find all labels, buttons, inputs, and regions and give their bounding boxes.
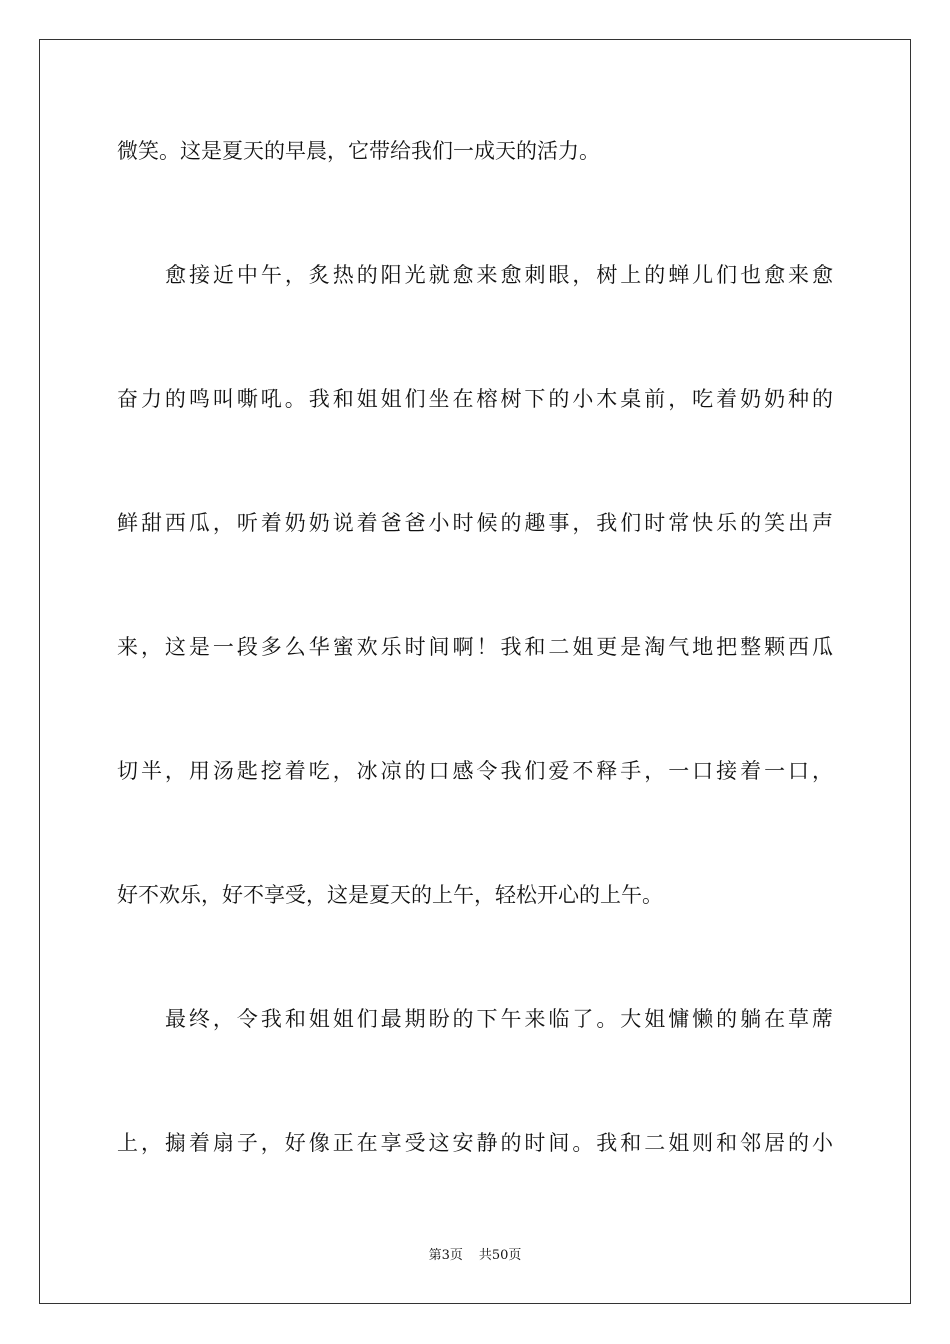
paragraph-line: 鲜甜西瓜，听着奶奶说着爸爸小时候的趣事，我们时常快乐的笑出声: [117, 511, 833, 535]
paragraph-line: 来，这是一段多么华蜜欢乐时间啊！我和二姐更是淘气地把整颗西瓜: [117, 635, 833, 659]
paragraph-line: 好不欢乐，好不享受，这是夏天的上午，轻松开心的上午。: [117, 883, 663, 907]
paragraph-line: 上，搧着扇子，好像正在享受这安静的时间。我和二姐则和邻居的小: [117, 1131, 833, 1155]
paragraph-line: 奋力的鸣叫嘶吼。我和姐姐们坐在榕树下的小木桌前，吃着奶奶种的: [117, 387, 833, 411]
paragraph-line: 愈接近中午，炙热的阳光就愈来愈刺眼，树上的蝉儿们也愈来愈: [165, 263, 833, 287]
paragraph-line: 微笑。这是夏天的早晨，它带给我们一成天的活力。: [117, 139, 600, 163]
paragraph-line: 切半，用汤匙挖着吃，冰凉的口感令我们爱不释手，一口接着一口，: [117, 759, 833, 783]
page-number: 第3页: [428, 1248, 463, 1263]
page-border: [39, 39, 911, 1304]
page-footer: [0, 1247, 950, 1265]
page-total: 共50页: [478, 1248, 522, 1263]
paragraph-line: 最终，令我和姐姐们最期盼的下午来临了。大姐慵懒的躺在草蓆: [165, 1007, 833, 1031]
